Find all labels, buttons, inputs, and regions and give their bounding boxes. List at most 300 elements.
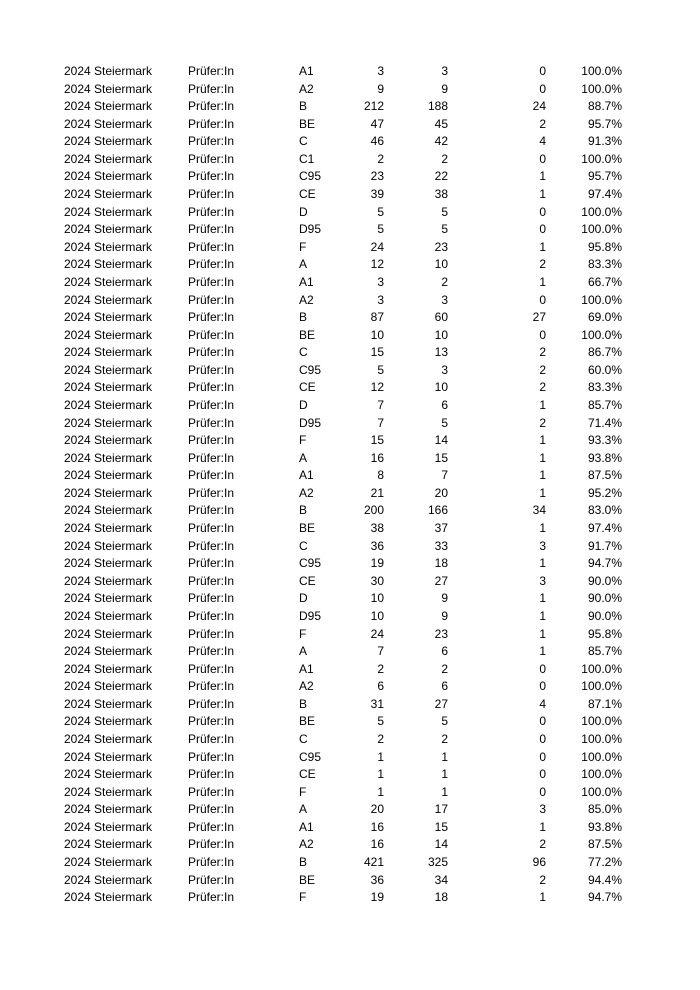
passed-count-cell: 15	[434, 819, 448, 834]
failed-count-cell: 3	[539, 573, 546, 588]
license-class-cell: C	[299, 134, 308, 149]
examiner-cell: Prüfer:In	[188, 415, 235, 430]
examiner-cell: Prüfer:In	[188, 187, 235, 202]
total-count-cell: 15	[370, 345, 384, 360]
total-count-cell: 5	[377, 204, 384, 219]
examiner-cell: Prüfer:In	[188, 64, 235, 78]
failed-count-cell: 1	[539, 187, 546, 202]
license-class-cell: BE	[299, 521, 316, 536]
total-count-cell: 2	[377, 151, 384, 166]
year-cell: 2024 Steiermark	[64, 292, 153, 307]
failed-count-cell: 1	[539, 397, 546, 412]
pass-rate-cell: 100.0%	[581, 661, 622, 676]
total-count-cell: 7	[377, 415, 384, 430]
pass-rate-cell: 60.0%	[587, 362, 622, 377]
pass-rate-cell: 90.0%	[587, 591, 622, 606]
table-row	[0, 696, 700, 714]
table-row	[0, 309, 700, 327]
year-cell: 2024 Steiermark	[64, 872, 153, 887]
table-row	[0, 344, 700, 362]
license-class-cell: C95	[299, 749, 322, 764]
passed-count-cell: 6	[441, 397, 448, 412]
passed-count-cell: 14	[434, 433, 448, 448]
total-count-cell: 15	[370, 433, 384, 448]
year-cell: 2024 Steiermark	[64, 696, 153, 711]
total-count-cell: 38	[370, 521, 384, 536]
table-row	[0, 502, 700, 520]
failed-count-cell: 0	[539, 327, 546, 342]
failed-count-cell: 0	[539, 81, 546, 96]
table-row	[0, 590, 700, 608]
failed-count-cell: 27	[532, 310, 546, 325]
table-row	[0, 661, 700, 679]
data-table	[0, 63, 700, 907]
examiner-cell: Prüfer:In	[188, 626, 235, 641]
license-class-cell: D95	[299, 222, 322, 237]
year-cell: 2024 Steiermark	[64, 661, 153, 676]
total-count-cell: 3	[377, 274, 384, 289]
passed-count-cell: 9	[441, 81, 448, 96]
passed-count-cell: 1	[441, 784, 448, 799]
license-class-cell: A1	[299, 274, 314, 289]
failed-count-cell: 1	[539, 626, 546, 641]
failed-count-cell: 0	[539, 204, 546, 219]
license-class-cell: CE	[299, 767, 316, 782]
year-cell: 2024 Steiermark	[64, 503, 153, 518]
license-class-cell: CE	[299, 573, 316, 588]
total-count-cell: 36	[370, 872, 384, 887]
table-row	[0, 168, 700, 186]
table-row	[0, 98, 700, 116]
table-row	[0, 872, 700, 890]
year-cell: 2024 Steiermark	[64, 99, 153, 114]
examiner-cell: Prüfer:In	[188, 345, 235, 360]
table-row	[0, 239, 700, 257]
passed-count-cell: 9	[441, 608, 448, 623]
pass-rate-cell: 95.7%	[587, 116, 622, 131]
total-count-cell: 7	[377, 397, 384, 412]
license-class-cell: CE	[299, 187, 316, 202]
passed-count-cell: 325	[427, 855, 448, 870]
examiner-cell: Prüfer:In	[188, 204, 235, 219]
license-class-cell: B	[299, 310, 308, 325]
failed-count-cell: 2	[539, 116, 546, 131]
total-count-cell: 20	[370, 802, 384, 817]
year-cell: 2024 Steiermark	[64, 837, 153, 852]
failed-count-cell: 1	[539, 521, 546, 536]
license-class-cell: D	[299, 204, 308, 219]
total-count-cell: 24	[370, 626, 384, 641]
table-row	[0, 555, 700, 573]
license-class-cell: F	[299, 890, 307, 905]
passed-count-cell: 5	[441, 222, 448, 237]
license-class-cell: F	[299, 626, 307, 641]
year-cell: 2024 Steiermark	[64, 749, 153, 764]
pass-rate-cell: 94.7%	[587, 890, 622, 905]
failed-count-cell: 4	[539, 696, 546, 711]
passed-count-cell: 9	[441, 591, 448, 606]
total-count-cell: 1	[377, 749, 384, 764]
total-count-cell: 21	[370, 485, 384, 500]
year-cell: 2024 Steiermark	[64, 714, 153, 729]
failed-count-cell: 2	[539, 415, 546, 430]
table-row	[0, 731, 700, 749]
license-class-cell: CE	[299, 380, 316, 395]
table-row	[0, 889, 700, 907]
license-class-cell: BE	[299, 714, 316, 729]
passed-count-cell: 7	[441, 468, 448, 483]
failed-count-cell: 0	[539, 784, 546, 799]
failed-count-cell: 4	[539, 134, 546, 149]
license-class-cell: B	[299, 503, 308, 518]
pass-rate-cell: 87.5%	[587, 837, 622, 852]
total-count-cell: 87	[370, 310, 384, 325]
year-cell: 2024 Steiermark	[64, 644, 153, 659]
license-class-cell: A2	[299, 292, 314, 307]
examiner-cell: Prüfer:In	[188, 538, 235, 553]
table-row	[0, 151, 700, 169]
year-cell: 2024 Steiermark	[64, 187, 153, 202]
pass-rate-cell: 86.7%	[587, 345, 622, 360]
license-class-cell: A	[299, 450, 308, 465]
failed-count-cell: 1	[539, 450, 546, 465]
passed-count-cell: 27	[434, 696, 448, 711]
total-count-cell: 12	[370, 380, 384, 395]
year-cell: 2024 Steiermark	[64, 169, 153, 184]
pass-rate-cell: 93.8%	[587, 819, 622, 834]
total-count-cell: 212	[363, 99, 384, 114]
total-count-cell: 2	[377, 731, 384, 746]
total-count-cell: 1	[377, 767, 384, 782]
total-count-cell: 24	[370, 239, 384, 254]
failed-count-cell: 1	[539, 556, 546, 571]
total-count-cell: 2	[377, 661, 384, 676]
failed-count-cell: 1	[539, 591, 546, 606]
failed-count-cell: 2	[539, 257, 546, 272]
total-count-cell: 19	[370, 556, 384, 571]
examiner-cell: Prüfer:In	[188, 802, 235, 817]
failed-count-cell: 1	[539, 644, 546, 659]
examiner-cell: Prüfer:In	[188, 274, 235, 289]
year-cell: 2024 Steiermark	[64, 327, 153, 342]
pass-rate-cell: 90.0%	[587, 608, 622, 623]
table-row	[0, 485, 700, 503]
examiner-cell: Prüfer:In	[188, 99, 235, 114]
pass-rate-cell: 91.7%	[587, 538, 622, 553]
license-class-cell: A2	[299, 837, 314, 852]
pass-rate-cell: 100.0%	[581, 222, 622, 237]
total-count-cell: 10	[370, 591, 384, 606]
total-count-cell: 46	[370, 134, 384, 149]
passed-count-cell: 166	[427, 503, 448, 518]
passed-count-cell: 2	[441, 731, 448, 746]
license-class-cell: A	[299, 257, 308, 272]
failed-count-cell: 96	[532, 855, 546, 870]
table-row	[0, 608, 700, 626]
examiner-cell: Prüfer:In	[188, 731, 235, 746]
passed-count-cell: 22	[434, 169, 448, 184]
year-cell: 2024 Steiermark	[64, 626, 153, 641]
passed-count-cell: 6	[441, 644, 448, 659]
year-cell: 2024 Steiermark	[64, 819, 153, 834]
passed-count-cell: 14	[434, 837, 448, 852]
pass-rate-cell: 95.7%	[587, 169, 622, 184]
pass-rate-cell: 66.7%	[587, 274, 622, 289]
year-cell: 2024 Steiermark	[64, 731, 153, 746]
table-row	[0, 256, 700, 274]
examiner-cell: Prüfer:In	[188, 767, 235, 782]
total-count-cell: 5	[377, 222, 384, 237]
pass-rate-cell: 77.2%	[587, 855, 622, 870]
examiner-cell: Prüfer:In	[188, 837, 235, 852]
year-cell: 2024 Steiermark	[64, 151, 153, 166]
passed-count-cell: 33	[434, 538, 448, 553]
total-count-cell: 10	[370, 608, 384, 623]
passed-count-cell: 10	[434, 257, 448, 272]
year-cell: 2024 Steiermark	[64, 362, 153, 377]
year-cell: 2024 Steiermark	[64, 538, 153, 553]
passed-count-cell: 3	[441, 362, 448, 377]
examiner-cell: Prüfer:In	[188, 714, 235, 729]
year-cell: 2024 Steiermark	[64, 468, 153, 483]
license-class-cell: BE	[299, 327, 316, 342]
table-row	[0, 432, 700, 450]
table-row	[0, 749, 700, 767]
examiner-cell: Prüfer:In	[188, 362, 235, 377]
year-cell: 2024 Steiermark	[64, 802, 153, 817]
passed-count-cell: 45	[434, 116, 448, 131]
table-row	[0, 784, 700, 802]
year-cell: 2024 Steiermark	[64, 64, 153, 78]
pass-rate-cell: 90.0%	[587, 573, 622, 588]
failed-count-cell: 3	[539, 802, 546, 817]
examiner-cell: Prüfer:In	[188, 644, 235, 659]
passed-count-cell: 5	[441, 204, 448, 219]
pass-rate-cell: 100.0%	[581, 784, 622, 799]
total-count-cell: 36	[370, 538, 384, 553]
passed-count-cell: 34	[434, 872, 448, 887]
total-count-cell: 30	[370, 573, 384, 588]
year-cell: 2024 Steiermark	[64, 134, 153, 149]
year-cell: 2024 Steiermark	[64, 239, 153, 254]
failed-count-cell: 1	[539, 239, 546, 254]
total-count-cell: 31	[370, 696, 384, 711]
table-row	[0, 81, 700, 99]
examiner-cell: Prüfer:In	[188, 890, 235, 905]
year-cell: 2024 Steiermark	[64, 204, 153, 219]
pass-rate-cell: 87.5%	[587, 468, 622, 483]
examiner-cell: Prüfer:In	[188, 468, 235, 483]
license-class-cell: D	[299, 397, 308, 412]
total-count-cell: 5	[377, 714, 384, 729]
passed-count-cell: 18	[434, 556, 448, 571]
pass-rate-cell: 100.0%	[581, 64, 622, 78]
passed-count-cell: 2	[441, 151, 448, 166]
pass-rate-cell: 97.4%	[587, 521, 622, 536]
pass-rate-cell: 83.3%	[587, 380, 622, 395]
failed-count-cell: 1	[539, 485, 546, 500]
failed-count-cell: 0	[539, 151, 546, 166]
table-row	[0, 467, 700, 485]
failed-count-cell: 2	[539, 380, 546, 395]
passed-count-cell: 17	[434, 802, 448, 817]
passed-count-cell: 2	[441, 661, 448, 676]
pass-rate-cell: 88.7%	[587, 99, 622, 114]
failed-count-cell: 2	[539, 345, 546, 360]
failed-count-cell: 0	[539, 222, 546, 237]
pass-rate-cell: 87.1%	[587, 696, 622, 711]
examiner-cell: Prüfer:In	[188, 327, 235, 342]
examiner-cell: Prüfer:In	[188, 169, 235, 184]
examiner-cell: Prüfer:In	[188, 310, 235, 325]
failed-count-cell: 24	[532, 99, 546, 114]
failed-count-cell: 0	[539, 292, 546, 307]
license-class-cell: C95	[299, 169, 322, 184]
license-class-cell: B	[299, 855, 308, 870]
passed-count-cell: 23	[434, 239, 448, 254]
total-count-cell: 8	[377, 468, 384, 483]
table-row	[0, 766, 700, 784]
passed-count-cell: 18	[434, 890, 448, 905]
examiner-cell: Prüfer:In	[188, 485, 235, 500]
table-row	[0, 379, 700, 397]
failed-count-cell: 0	[539, 731, 546, 746]
pass-rate-cell: 100.0%	[581, 81, 622, 96]
failed-count-cell: 1	[539, 890, 546, 905]
year-cell: 2024 Steiermark	[64, 116, 153, 131]
failed-count-cell: 1	[539, 608, 546, 623]
year-cell: 2024 Steiermark	[64, 310, 153, 325]
passed-count-cell: 5	[441, 714, 448, 729]
table-row	[0, 538, 700, 556]
examiner-cell: Prüfer:In	[188, 380, 235, 395]
failed-count-cell: 3	[539, 538, 546, 553]
table-row	[0, 520, 700, 538]
failed-count-cell: 2	[539, 872, 546, 887]
examiner-cell: Prüfer:In	[188, 661, 235, 676]
pass-rate-cell: 71.4%	[587, 415, 622, 430]
table-row	[0, 327, 700, 345]
examiner-cell: Prüfer:In	[188, 784, 235, 799]
passed-count-cell: 10	[434, 327, 448, 342]
examiner-cell: Prüfer:In	[188, 257, 235, 272]
examiner-cell: Prüfer:In	[188, 151, 235, 166]
pass-rate-cell: 94.4%	[587, 872, 622, 887]
license-class-cell: D95	[299, 608, 322, 623]
examiner-cell: Prüfer:In	[188, 81, 235, 96]
examiner-cell: Prüfer:In	[188, 608, 235, 623]
table-row	[0, 204, 700, 222]
passed-count-cell: 3	[441, 64, 448, 78]
license-class-cell: D	[299, 591, 308, 606]
total-count-cell: 10	[370, 327, 384, 342]
license-class-cell: A1	[299, 661, 314, 676]
license-class-cell: C	[299, 538, 308, 553]
table-row	[0, 678, 700, 696]
total-count-cell: 16	[370, 819, 384, 834]
passed-count-cell: 15	[434, 450, 448, 465]
passed-count-cell: 27	[434, 573, 448, 588]
year-cell: 2024 Steiermark	[64, 345, 153, 360]
examiner-cell: Prüfer:In	[188, 292, 235, 307]
passed-count-cell: 188	[427, 99, 448, 114]
table-row	[0, 573, 700, 591]
total-count-cell: 200	[363, 503, 384, 518]
license-class-cell: C	[299, 731, 308, 746]
passed-count-cell: 20	[434, 485, 448, 500]
examiner-cell: Prüfer:In	[188, 591, 235, 606]
pass-rate-cell: 93.3%	[587, 433, 622, 448]
license-class-cell: BE	[299, 116, 316, 131]
year-cell: 2024 Steiermark	[64, 257, 153, 272]
total-count-cell: 16	[370, 837, 384, 852]
pass-rate-cell: 85.7%	[587, 397, 622, 412]
year-cell: 2024 Steiermark	[64, 397, 153, 412]
total-count-cell: 23	[370, 169, 384, 184]
total-count-cell: 47	[370, 116, 384, 131]
failed-count-cell: 2	[539, 837, 546, 852]
examiner-cell: Prüfer:In	[188, 433, 235, 448]
year-cell: 2024 Steiermark	[64, 433, 153, 448]
license-class-cell: C1	[299, 151, 315, 166]
year-cell: 2024 Steiermark	[64, 890, 153, 905]
table-row	[0, 854, 700, 872]
total-count-cell: 421	[363, 855, 384, 870]
examiner-cell: Prüfer:In	[188, 116, 235, 131]
passed-count-cell: 5	[441, 415, 448, 430]
year-cell: 2024 Steiermark	[64, 521, 153, 536]
pass-rate-cell: 85.7%	[587, 644, 622, 659]
total-count-cell: 19	[370, 890, 384, 905]
failed-count-cell: 34	[532, 503, 546, 518]
table-row	[0, 713, 700, 731]
year-cell: 2024 Steiermark	[64, 556, 153, 571]
passed-count-cell: 2	[441, 274, 448, 289]
examiner-cell: Prüfer:In	[188, 855, 235, 870]
year-cell: 2024 Steiermark	[64, 415, 153, 430]
license-class-cell: BE	[299, 872, 316, 887]
table-row	[0, 63, 700, 81]
passed-count-cell: 3	[441, 292, 448, 307]
passed-count-cell: 37	[434, 521, 448, 536]
license-class-cell: A1	[299, 64, 314, 78]
license-class-cell: A	[299, 644, 308, 659]
examiner-cell: Prüfer:In	[188, 872, 235, 887]
total-count-cell: 6	[377, 679, 384, 694]
year-cell: 2024 Steiermark	[64, 450, 153, 465]
pass-rate-cell: 100.0%	[581, 204, 622, 219]
examiner-cell: Prüfer:In	[188, 134, 235, 149]
table-row	[0, 116, 700, 134]
table-row	[0, 415, 700, 433]
table-row	[0, 274, 700, 292]
year-cell: 2024 Steiermark	[64, 485, 153, 500]
table-row	[0, 801, 700, 819]
examiner-cell: Prüfer:In	[188, 696, 235, 711]
examiner-cell: Prüfer:In	[188, 521, 235, 536]
table-row	[0, 397, 700, 415]
failed-count-cell: 1	[539, 169, 546, 184]
license-class-cell: F	[299, 239, 307, 254]
pass-rate-cell: 69.0%	[587, 310, 622, 325]
year-cell: 2024 Steiermark	[64, 784, 153, 799]
examiner-cell: Prüfer:In	[188, 749, 235, 764]
failed-count-cell: 1	[539, 274, 546, 289]
passed-count-cell: 10	[434, 380, 448, 395]
license-class-cell: A1	[299, 819, 314, 834]
examiner-cell: Prüfer:In	[188, 556, 235, 571]
pass-rate-cell: 100.0%	[581, 714, 622, 729]
